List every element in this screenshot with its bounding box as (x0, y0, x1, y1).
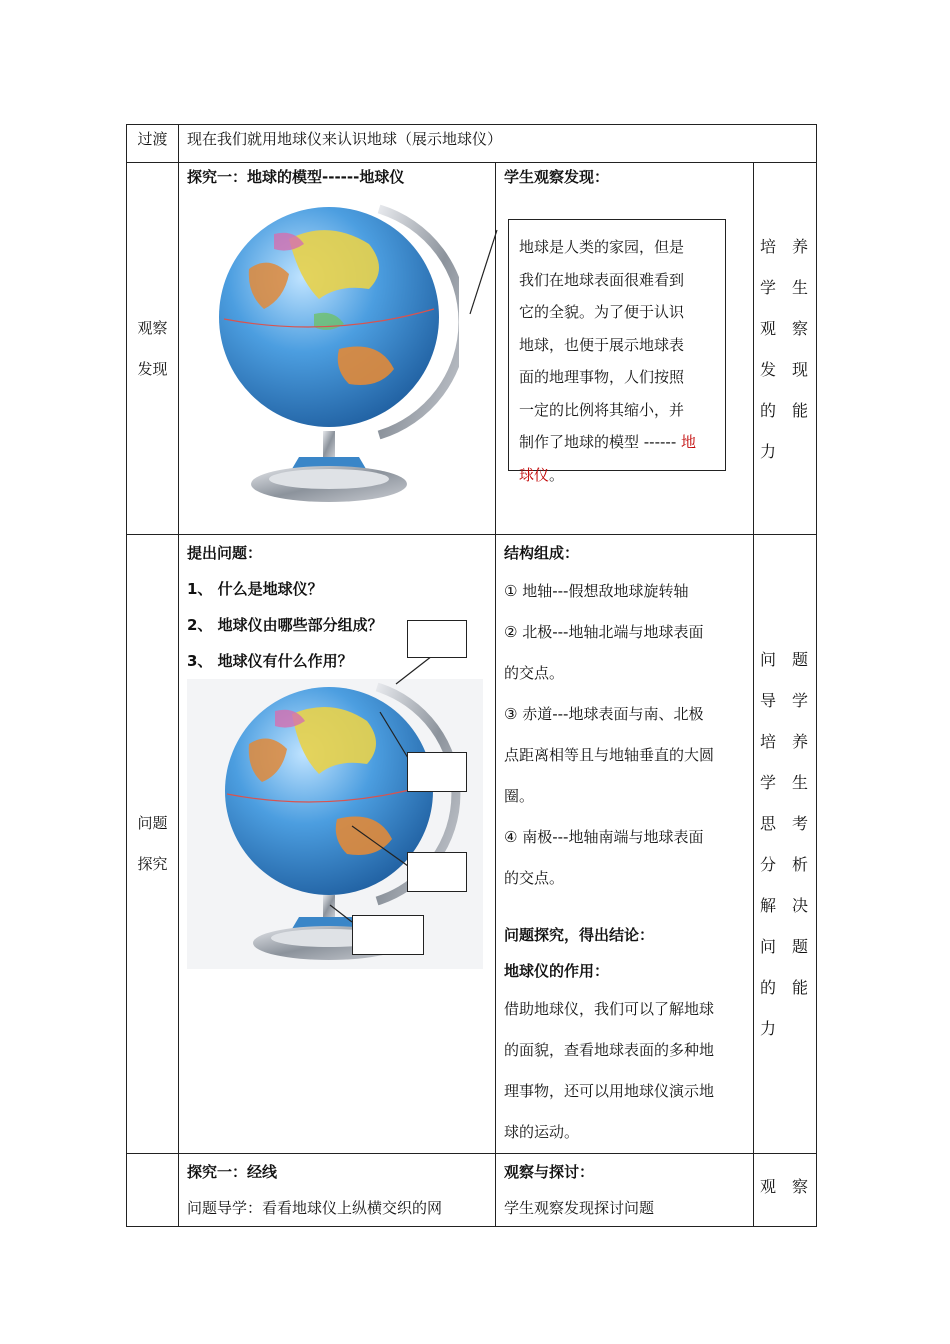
callout-line-7-text: 制作了地球的模型 ------ (519, 433, 682, 451)
structure-line: 圈。 (504, 787, 535, 805)
structure-line: ④ 南极---地轴南端与地球表面 (504, 828, 704, 846)
observe-left-heading: 探究一：地球的模型------地球仪 (187, 168, 405, 186)
inquiry-left-heading: 提出问题： (187, 544, 263, 562)
structure-line: 的交点。 (504, 869, 565, 887)
answer-box-2[interactable] (407, 752, 467, 792)
callout-leader-line (470, 230, 497, 314)
objective-row: 学生 (760, 773, 810, 792)
function-line: 的面貌，查看地球表面的多种地 (504, 1041, 715, 1059)
transition-text: 现在我们就用地球仪来认识地球（展示地球仪） (187, 130, 503, 148)
function-line: 借助地球仪，我们可以了解地球 (504, 1000, 715, 1018)
callout-line: 面的地理事物，人们按照 (519, 368, 685, 386)
objective-row: 的能 (760, 978, 810, 997)
label-inquiry-2: 探究 (137, 855, 168, 873)
function-line: 理事物，还可以用地球仪演示地 (504, 1082, 715, 1100)
objective-row: 观察 (760, 1177, 810, 1196)
leader-line-north-pole (380, 712, 408, 758)
callout-line: 地球，也便于展示地球表 (519, 335, 685, 354)
callout-line: 我们在地球表面很难看到 (519, 270, 685, 289)
callout-line: 一定的比例将其缩小，并 (519, 400, 685, 419)
structure-line: 点距离相等且与地轴垂直的大圆 (504, 746, 715, 764)
meridian-left-text: 问题导学：看看地球仪上纵横交织的网 (187, 1199, 443, 1217)
function-line: 球的运动。 (504, 1123, 580, 1141)
meridian-right-text: 学生观察发现探讨问题 (504, 1199, 655, 1217)
question-2: 2、 地球仪由哪些部分组成？ (187, 616, 383, 634)
meridian-right-heading: 观察与探讨： (504, 1163, 595, 1181)
question-3: 3、 地球仪有什么作用？ (187, 652, 353, 670)
structure-line: 的交点。 (504, 664, 565, 682)
callout-term-start: 地 (681, 433, 697, 451)
leader-line-axis (396, 656, 432, 684)
label-transition: 过渡 (137, 130, 168, 148)
objective-row: 分析 (760, 855, 810, 874)
label-observe-2: 发现 (137, 359, 168, 378)
structure-line: ② 北极---地轴北端与地球表面 (504, 623, 704, 641)
objective-row: 发现 (760, 359, 810, 379)
callout-line: 它的全貌。为了便于认识 (519, 303, 685, 321)
objective-row: 问题 (760, 937, 810, 956)
objective-row: 培养 (760, 236, 810, 256)
objective-row: 导学 (760, 691, 810, 710)
objective-row: 力 (760, 1019, 779, 1038)
objective-row: 培养 (760, 732, 810, 751)
function-heading: 地球仪的作用： (504, 962, 610, 980)
objective-row: 力 (760, 441, 779, 461)
callout-line-8-end: 。 (549, 465, 565, 484)
objective-row: 学生 (760, 277, 810, 297)
conclusion-heading: 问题探究，得出结论： (504, 926, 655, 944)
label-observe-1: 观察 (137, 318, 168, 337)
answer-box-3[interactable] (407, 852, 467, 892)
question-1: 1、 什么是地球仪？ (187, 580, 323, 598)
leader-line-south-pole (330, 905, 352, 922)
objective-row: 观察 (760, 318, 810, 338)
observe-right-heading: 学生观察发现： (504, 168, 610, 186)
label-inquiry-1: 问题 (137, 814, 168, 832)
structure-heading: 结构组成： (504, 544, 580, 562)
objective-row: 的能 (760, 400, 810, 420)
objective-row: 问题 (760, 650, 810, 669)
structure-line: ③ 赤道---地球表面与南、北极 (504, 705, 704, 723)
structure-line: ① 地轴---假想敌地球旋转轴 (504, 582, 689, 600)
callout-line: 地球是人类的家园，但是 (519, 238, 685, 256)
leader-line-equator (352, 826, 408, 866)
answer-box-4[interactable] (352, 915, 424, 955)
objective-row: 解决 (760, 896, 810, 915)
answer-box-1[interactable] (407, 620, 467, 658)
meridian-left-heading: 探究一：经线 (187, 1163, 278, 1181)
callout-term-end: 球仪 (519, 465, 550, 484)
objective-row: 思考 (760, 814, 810, 833)
